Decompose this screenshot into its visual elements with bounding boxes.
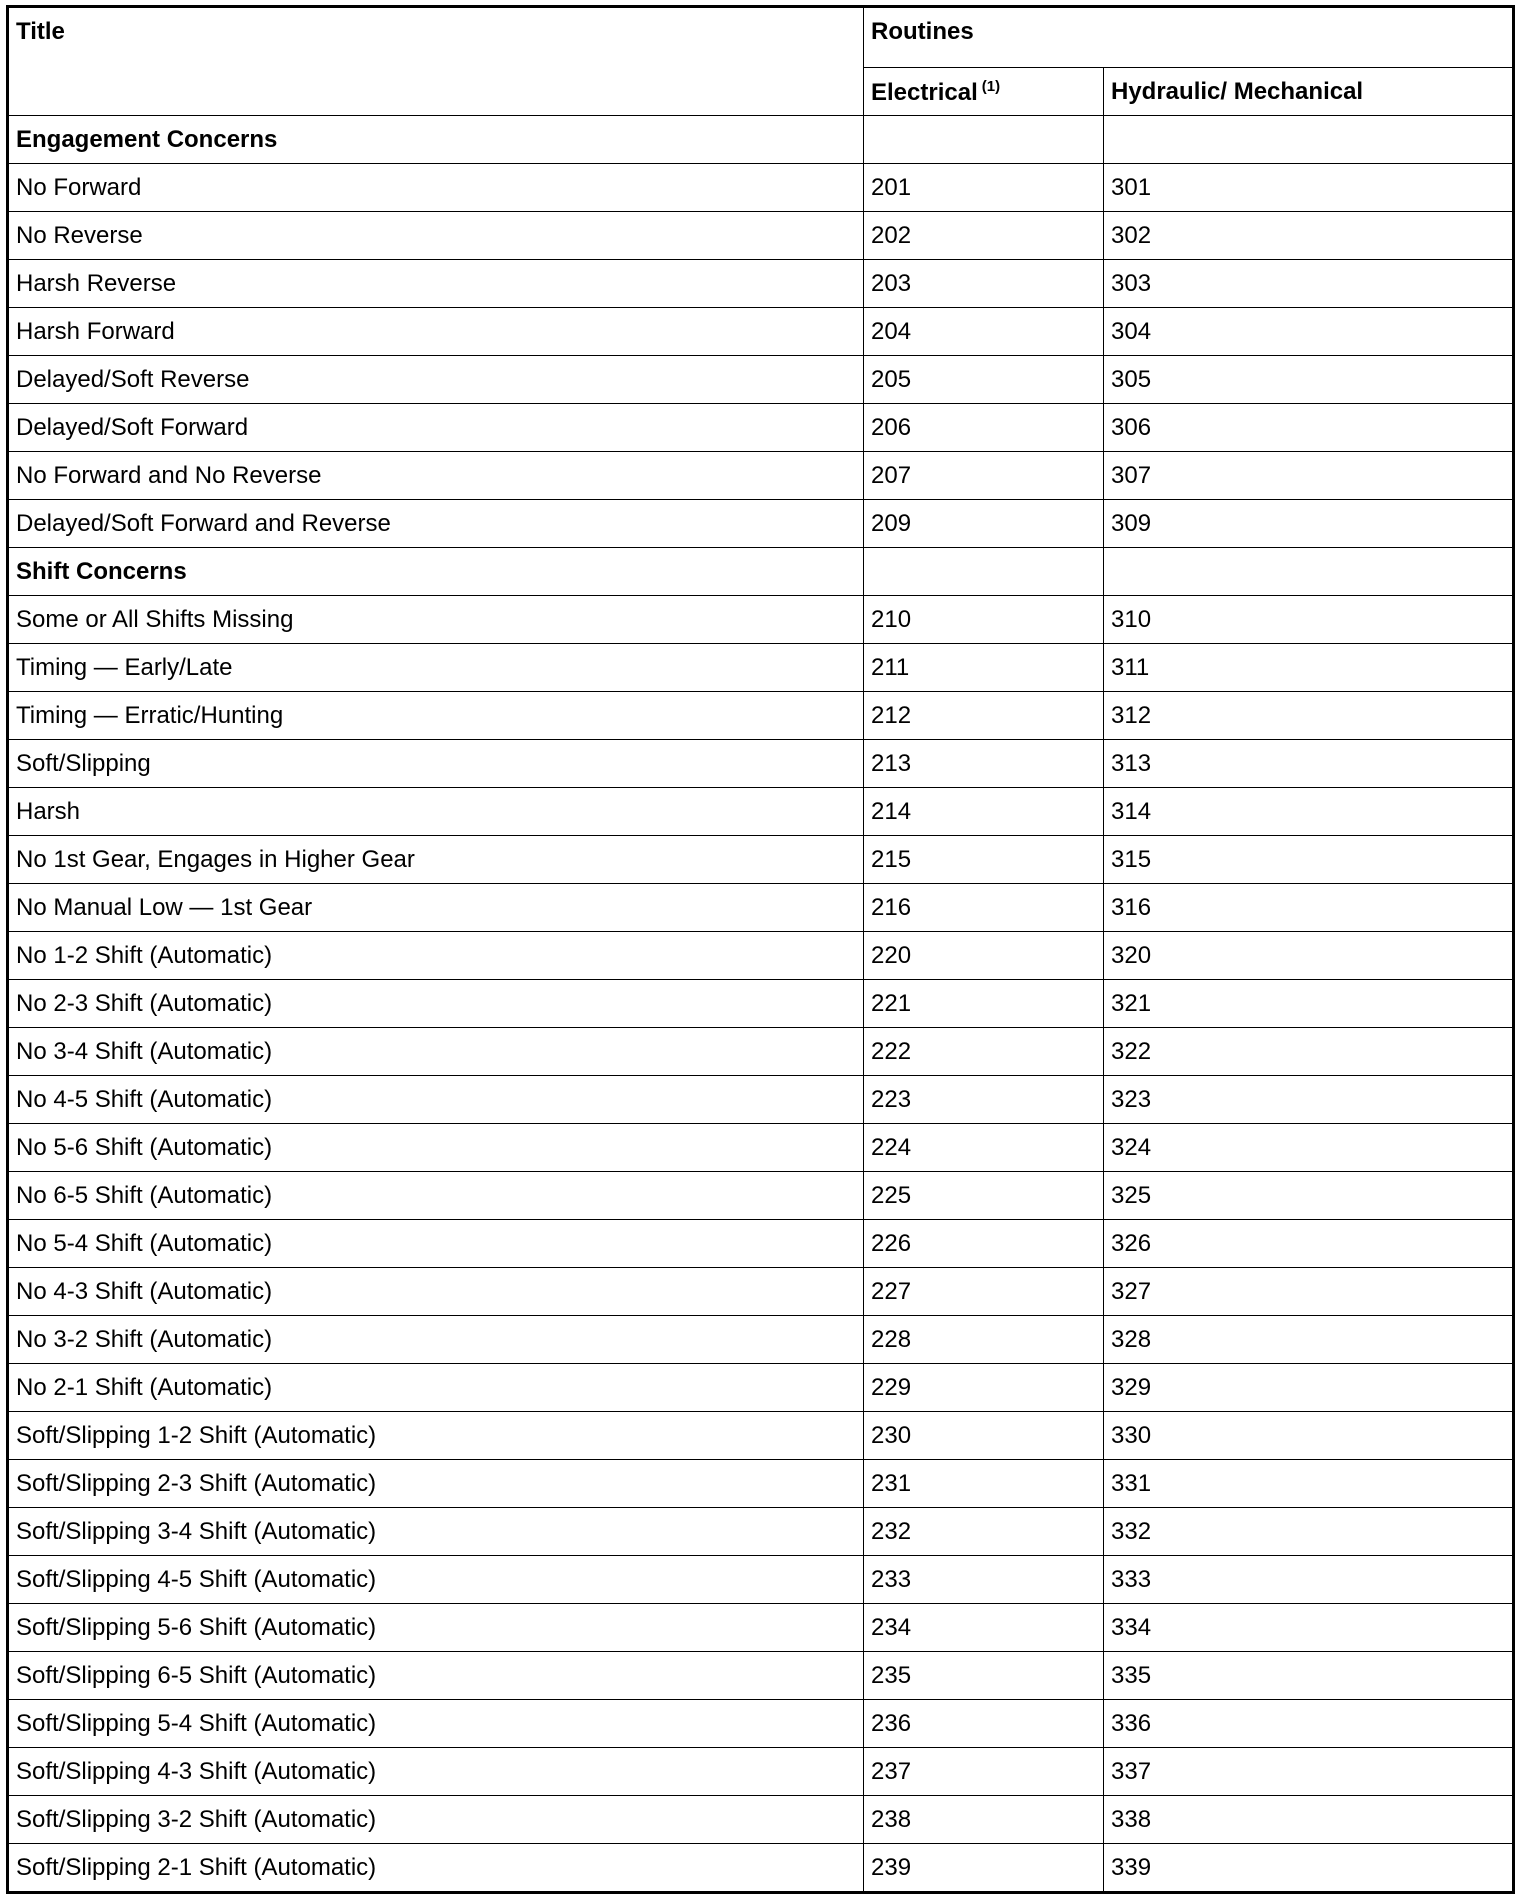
table-row [8, 308, 1514, 356]
table-row [8, 644, 1514, 692]
concern-title: No Forward and No Reverse [8, 452, 864, 500]
table-row [8, 164, 1514, 212]
electrical-routine: 229 [864, 1364, 1104, 1412]
electrical-routine: 225 [864, 1172, 1104, 1220]
table-row [8, 1364, 1514, 1412]
section-heading-row [8, 116, 1514, 164]
hydraulic-routine: 302 [1104, 212, 1514, 260]
electrical-routine: 210 [864, 596, 1104, 644]
table-row [8, 452, 1514, 500]
electrical-routine: 215 [864, 836, 1104, 884]
hydraulic-routine: 339 [1104, 1844, 1514, 1893]
table-row [8, 1460, 1514, 1508]
electrical-routine: 224 [864, 1124, 1104, 1172]
electrical-routine: 235 [864, 1652, 1104, 1700]
hydraulic-routine: 316 [1104, 884, 1514, 932]
hydraulic-routine: 311 [1104, 644, 1514, 692]
table-row [8, 260, 1514, 308]
hydraulic-routine: 332 [1104, 1508, 1514, 1556]
hydraulic-routine: 310 [1104, 596, 1514, 644]
concern-title: Soft/Slipping 4-3 Shift (Automatic) [8, 1748, 864, 1796]
concern-title: No 2-1 Shift (Automatic) [8, 1364, 864, 1412]
footnote-marker: (1) [981, 77, 1001, 95]
concern-title: No 4-3 Shift (Automatic) [8, 1268, 864, 1316]
header-row [8, 7, 1514, 68]
electrical-routine: 226 [864, 1220, 1104, 1268]
concern-title: No Reverse [8, 212, 864, 260]
electrical-routine: 239 [864, 1844, 1104, 1893]
electrical-routine: 212 [864, 692, 1104, 740]
hydraulic-routine: 313 [1104, 740, 1514, 788]
table-row [8, 740, 1514, 788]
electrical-routine: 231 [864, 1460, 1104, 1508]
table-row [8, 1028, 1514, 1076]
table-row [8, 1220, 1514, 1268]
hydraulic-routine: 325 [1104, 1172, 1514, 1220]
table-row [8, 596, 1514, 644]
table-row [8, 836, 1514, 884]
hydraulic-routine: 314 [1104, 788, 1514, 836]
table-row [8, 692, 1514, 740]
table-row [8, 1652, 1514, 1700]
concern-title: No 3-4 Shift (Automatic) [8, 1028, 864, 1076]
concern-title: No 2-3 Shift (Automatic) [8, 980, 864, 1028]
empty-cell [1104, 548, 1514, 596]
concern-title: No 4-5 Shift (Automatic) [8, 1076, 864, 1124]
hydraulic-routine: 322 [1104, 1028, 1514, 1076]
concern-title: No 1-2 Shift (Automatic) [8, 932, 864, 980]
hydraulic-routine: 301 [1104, 164, 1514, 212]
electrical-routine: 214 [864, 788, 1104, 836]
table-row [8, 212, 1514, 260]
table-row [8, 1316, 1514, 1364]
electrical-routine: 204 [864, 308, 1104, 356]
electrical-column-header [864, 68, 1104, 116]
concern-title: Delayed/Soft Reverse [8, 356, 864, 404]
concern-title: Soft/Slipping 6-5 Shift (Automatic) [8, 1652, 864, 1700]
electrical-routine: 213 [864, 740, 1104, 788]
hydraulic-routine: 328 [1104, 1316, 1514, 1364]
hydraulic-routine: 327 [1104, 1268, 1514, 1316]
hydraulic-routine: 337 [1104, 1748, 1514, 1796]
electrical-routine: 232 [864, 1508, 1104, 1556]
concern-title: No 1st Gear, Engages in Higher Gear [8, 836, 864, 884]
hydraulic-routine: 338 [1104, 1796, 1514, 1844]
empty-cell [864, 548, 1104, 596]
electrical-routine: 211 [864, 644, 1104, 692]
section-heading: Shift Concerns [8, 548, 864, 596]
hydraulic-routine: 303 [1104, 260, 1514, 308]
table-header [8, 7, 1514, 116]
concern-title: Soft/Slipping 4-5 Shift (Automatic) [8, 1556, 864, 1604]
concern-title: Some or All Shifts Missing [8, 596, 864, 644]
table-row [8, 980, 1514, 1028]
table-row [8, 1412, 1514, 1460]
concern-title: Soft/Slipping 5-4 Shift (Automatic) [8, 1700, 864, 1748]
concern-title: Soft/Slipping 2-1 Shift (Automatic) [8, 1844, 864, 1893]
hydraulic-routine: 315 [1104, 836, 1514, 884]
concern-title: No 6-5 Shift (Automatic) [8, 1172, 864, 1220]
table-row [8, 884, 1514, 932]
concern-title: Delayed/Soft Forward and Reverse [8, 500, 864, 548]
electrical-routine: 206 [864, 404, 1104, 452]
table-row [8, 404, 1514, 452]
concern-title: Timing — Erratic/Hunting [8, 692, 864, 740]
hydraulic-routine: 335 [1104, 1652, 1514, 1700]
empty-cell [864, 116, 1104, 164]
hydraulic-routine: 326 [1104, 1220, 1514, 1268]
table-row [8, 1172, 1514, 1220]
concern-title: No 5-4 Shift (Automatic) [8, 1220, 864, 1268]
hydraulic-routine: 321 [1104, 980, 1514, 1028]
table-row [8, 1604, 1514, 1652]
hydraulic-routine: 330 [1104, 1412, 1514, 1460]
concern-title: No Manual Low — 1st Gear [8, 884, 864, 932]
concern-title: No 5-6 Shift (Automatic) [8, 1124, 864, 1172]
concern-title: Harsh Reverse [8, 260, 864, 308]
table-row [8, 1748, 1514, 1796]
section-heading-row [8, 548, 1514, 596]
electrical-routine: 227 [864, 1268, 1104, 1316]
concern-title: Timing — Early/Late [8, 644, 864, 692]
table-body [8, 116, 1514, 1893]
table-row [8, 1796, 1514, 1844]
table-row [8, 356, 1514, 404]
table-row [8, 1076, 1514, 1124]
concern-title: Soft/Slipping 2-3 Shift (Automatic) [8, 1460, 864, 1508]
concern-title: No Forward [8, 164, 864, 212]
electrical-routine: 237 [864, 1748, 1104, 1796]
hydraulic-routine: 305 [1104, 356, 1514, 404]
hydraulic-routine: 312 [1104, 692, 1514, 740]
concern-title: Soft/Slipping 5-6 Shift (Automatic) [8, 1604, 864, 1652]
concern-title: Soft/Slipping 3-4 Shift (Automatic) [8, 1508, 864, 1556]
electrical-routine: 216 [864, 884, 1104, 932]
hydraulic-routine: 324 [1104, 1124, 1514, 1172]
electrical-header-label: Electrical [871, 78, 978, 106]
concern-title: Harsh Forward [8, 308, 864, 356]
electrical-routine: 222 [864, 1028, 1104, 1076]
concern-title: No 3-2 Shift (Automatic) [8, 1316, 864, 1364]
table-row [8, 1556, 1514, 1604]
electrical-routine: 205 [864, 356, 1104, 404]
hydraulic-routine: 320 [1104, 932, 1514, 980]
concern-title: Harsh [8, 788, 864, 836]
electrical-routine: 201 [864, 164, 1104, 212]
hydraulic-routine: 333 [1104, 1556, 1514, 1604]
table-row [8, 1700, 1514, 1748]
table-row [8, 788, 1514, 836]
electrical-routine: 207 [864, 452, 1104, 500]
electrical-routine: 202 [864, 212, 1104, 260]
routines-column-header: Routines [864, 7, 1514, 68]
hydraulic-routine: 331 [1104, 1460, 1514, 1508]
electrical-routine: 238 [864, 1796, 1104, 1844]
routine-table [6, 5, 1515, 1894]
electrical-routine: 230 [864, 1412, 1104, 1460]
concern-title: Soft/Slipping 3-2 Shift (Automatic) [8, 1796, 864, 1844]
electrical-routine: 223 [864, 1076, 1104, 1124]
electrical-routine: 228 [864, 1316, 1104, 1364]
section-heading: Engagement Concerns [8, 116, 864, 164]
electrical-routine: 233 [864, 1556, 1104, 1604]
hydraulic-routine: 304 [1104, 308, 1514, 356]
concern-title: Soft/Slipping 1-2 Shift (Automatic) [8, 1412, 864, 1460]
electrical-routine: 221 [864, 980, 1104, 1028]
table-row [8, 500, 1514, 548]
hydraulic-routine: 307 [1104, 452, 1514, 500]
empty-cell [1104, 116, 1514, 164]
concern-title: Delayed/Soft Forward [8, 404, 864, 452]
electrical-routine: 236 [864, 1700, 1104, 1748]
hydraulic-routine: 306 [1104, 404, 1514, 452]
hydraulic-column-header: Hydraulic/ Mechanical [1104, 68, 1514, 116]
table-row [8, 1124, 1514, 1172]
hydraulic-routine: 309 [1104, 500, 1514, 548]
hydraulic-routine: 323 [1104, 1076, 1514, 1124]
table-row [8, 932, 1514, 980]
hydraulic-routine: 334 [1104, 1604, 1514, 1652]
concern-title: Soft/Slipping [8, 740, 864, 788]
table-row [8, 1844, 1514, 1893]
electrical-routine: 220 [864, 932, 1104, 980]
electrical-routine: 203 [864, 260, 1104, 308]
hydraulic-routine: 329 [1104, 1364, 1514, 1412]
electrical-routine: 209 [864, 500, 1104, 548]
table-row [8, 1508, 1514, 1556]
hydraulic-routine: 336 [1104, 1700, 1514, 1748]
electrical-routine: 234 [864, 1604, 1104, 1652]
title-column-header: Title [8, 7, 864, 116]
table-row [8, 1268, 1514, 1316]
